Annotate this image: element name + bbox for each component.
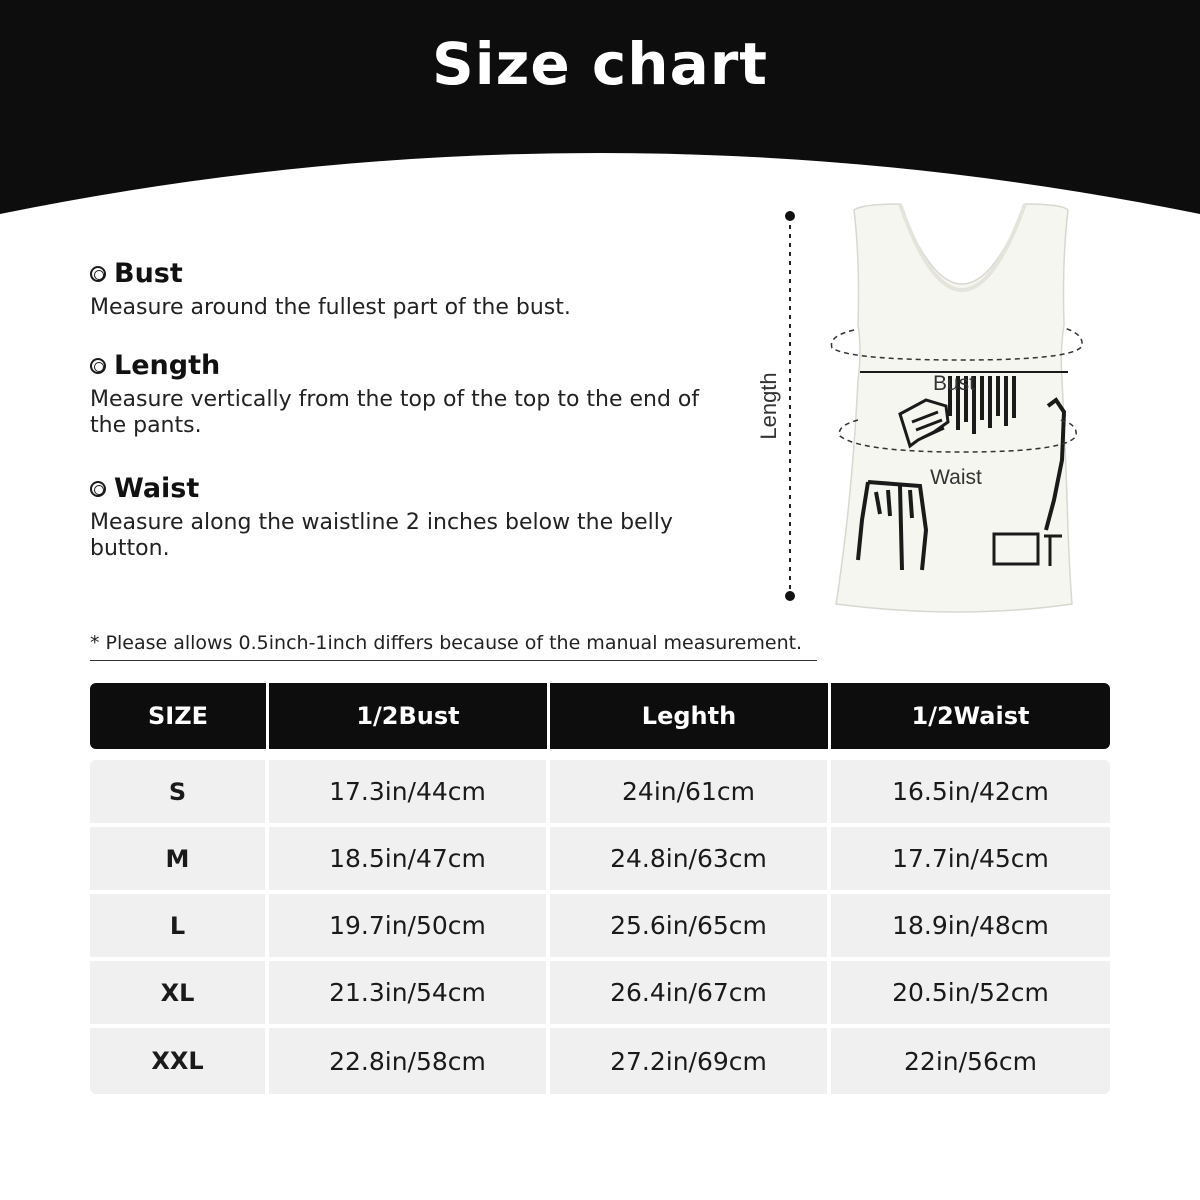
measure-length: [90, 350, 730, 439]
table-row: [90, 760, 1110, 827]
table-body: [90, 760, 1110, 1094]
waist-cell: 16.5in/42cm: [892, 777, 1049, 806]
table-row: [90, 827, 1110, 894]
measure-title: Length: [114, 350, 221, 381]
length-cell: 27.2in/69cm: [550, 1028, 831, 1094]
bust-label: Bust: [932, 372, 976, 395]
length-cell: 25.6in/65cm: [550, 894, 831, 957]
measure-text: Measure vertically from the top of the top to the end of the pants.: [90, 387, 700, 438]
header-length: Leghth: [550, 683, 831, 749]
size-cell: XL: [90, 961, 269, 1024]
bust-cell: 17.3in/44cm: [269, 760, 550, 823]
measure-title: Bust: [114, 258, 183, 289]
circle-bullet-icon: [90, 481, 106, 497]
measure-text: Measure around the fullest part of the bust.: [90, 295, 571, 320]
length-cell: 24.8in/63cm: [550, 827, 831, 890]
table-header: [90, 683, 1110, 749]
header-waist: 1/2Waist: [911, 702, 1030, 730]
waist-cell: 18.9in/48cm: [892, 911, 1049, 940]
header-bust: 1/2Bust: [269, 683, 550, 749]
table-row: [90, 894, 1110, 961]
bust-cell: 22.8in/58cm: [269, 1028, 550, 1094]
page-title: Size chart: [431, 30, 769, 98]
measure-waist: [90, 473, 730, 562]
measure-text: Measure along the waistline 2 inches below the belly button.: [90, 510, 673, 561]
length-dot-icon: [785, 211, 795, 221]
waist-cell: 20.5in/52cm: [892, 978, 1049, 1007]
length-cell: 24in/61cm: [550, 760, 831, 823]
length-dot-icon: [785, 591, 795, 601]
table-row: [90, 1028, 1110, 1094]
bust-cell: 18.5in/47cm: [269, 827, 550, 890]
size-cell: M: [90, 827, 269, 890]
circle-bullet-icon: [90, 266, 106, 282]
waist-cell: 17.7in/45cm: [892, 844, 1049, 873]
bust-cell: 21.3in/54cm: [269, 961, 550, 1024]
measurement-note: * Please allows 0.5inch-1inch differs because of the manual measurement.: [90, 632, 817, 661]
length-label: Length: [756, 372, 781, 440]
length-cell: 26.4in/67cm: [550, 961, 831, 1024]
header-size: SIZE: [90, 683, 269, 749]
tank-top-illustration: [750, 200, 1110, 620]
bust-cell: 19.7in/50cm: [269, 894, 550, 957]
measure-bust: [90, 258, 730, 321]
waist-cell: 22in/56cm: [904, 1046, 1037, 1076]
size-cell: S: [90, 760, 269, 823]
size-cell: XXL: [90, 1028, 269, 1094]
size-table: [90, 683, 1110, 1094]
circle-bullet-icon: [90, 358, 106, 374]
measure-title: Waist: [114, 473, 200, 504]
table-row: [90, 961, 1110, 1028]
waist-label: Waist: [930, 466, 982, 489]
size-cell: L: [90, 894, 269, 957]
